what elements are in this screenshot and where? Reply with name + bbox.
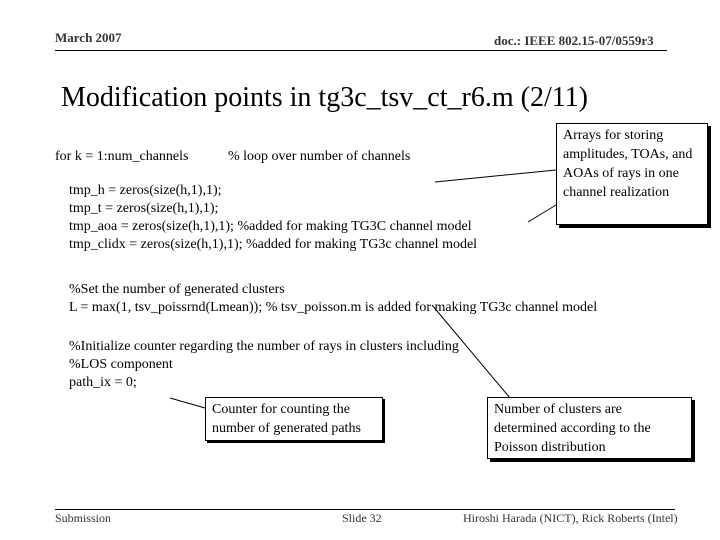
callout-clusters: Number of clusters are determined according to the Poisson distribution (487, 397, 692, 459)
code-line: tmp_h = zeros(size(h,1),1); (69, 183, 222, 198)
header-doc-id: doc.: IEEE 802.15-07/0559r3 (494, 33, 654, 48)
header-date: March 2007 (55, 30, 122, 45)
code-loop-comment: % loop over number of channels (228, 149, 411, 164)
callout-counter: Counter for counting the number of generated paths (205, 397, 383, 441)
footer-submission: Submission (55, 511, 112, 525)
footer-authors: Hiroshi Harada (NICT), Rick Roberts (Intel) (463, 511, 678, 525)
callout-arrays: Arrays for storing amplitudes, TOAs, and AOAs of rays in one channel realization (556, 123, 708, 225)
code-line: path_ix = 0; (69, 375, 137, 390)
code-line: tmp_aoa = zeros(size(h,1),1); %added for making TG3C channel model (69, 219, 472, 234)
code-line: %Initialize counter regarding the number of rays in clusters including (69, 339, 459, 354)
code-line: %LOS component (69, 357, 173, 372)
arrays-pointer-line-2 (528, 205, 556, 222)
code-line: tmp_t = zeros(size(h,1),1); (69, 201, 219, 216)
code-line: tmp_clidx = zeros(size(h,1),1); %added for making TG3c channel model (69, 237, 478, 252)
footer-slide-number: Slide 32 (342, 511, 382, 525)
footer-rule (55, 509, 675, 510)
code-loop-line: for k = 1:num_channels (55, 149, 189, 164)
code-line: L = max(1, tsv_poissrnd(Lmean)); % tsv_poisson.m is added for making TG3c channel model (69, 300, 598, 315)
code-line: %Set the number of generated clusters (69, 282, 285, 297)
slide-title: Modification points in tg3c_tsv_ct_r6.m (2/11) (61, 82, 589, 113)
arrays-pointer-line (435, 170, 556, 182)
clusters-pointer-line (432, 305, 510, 398)
